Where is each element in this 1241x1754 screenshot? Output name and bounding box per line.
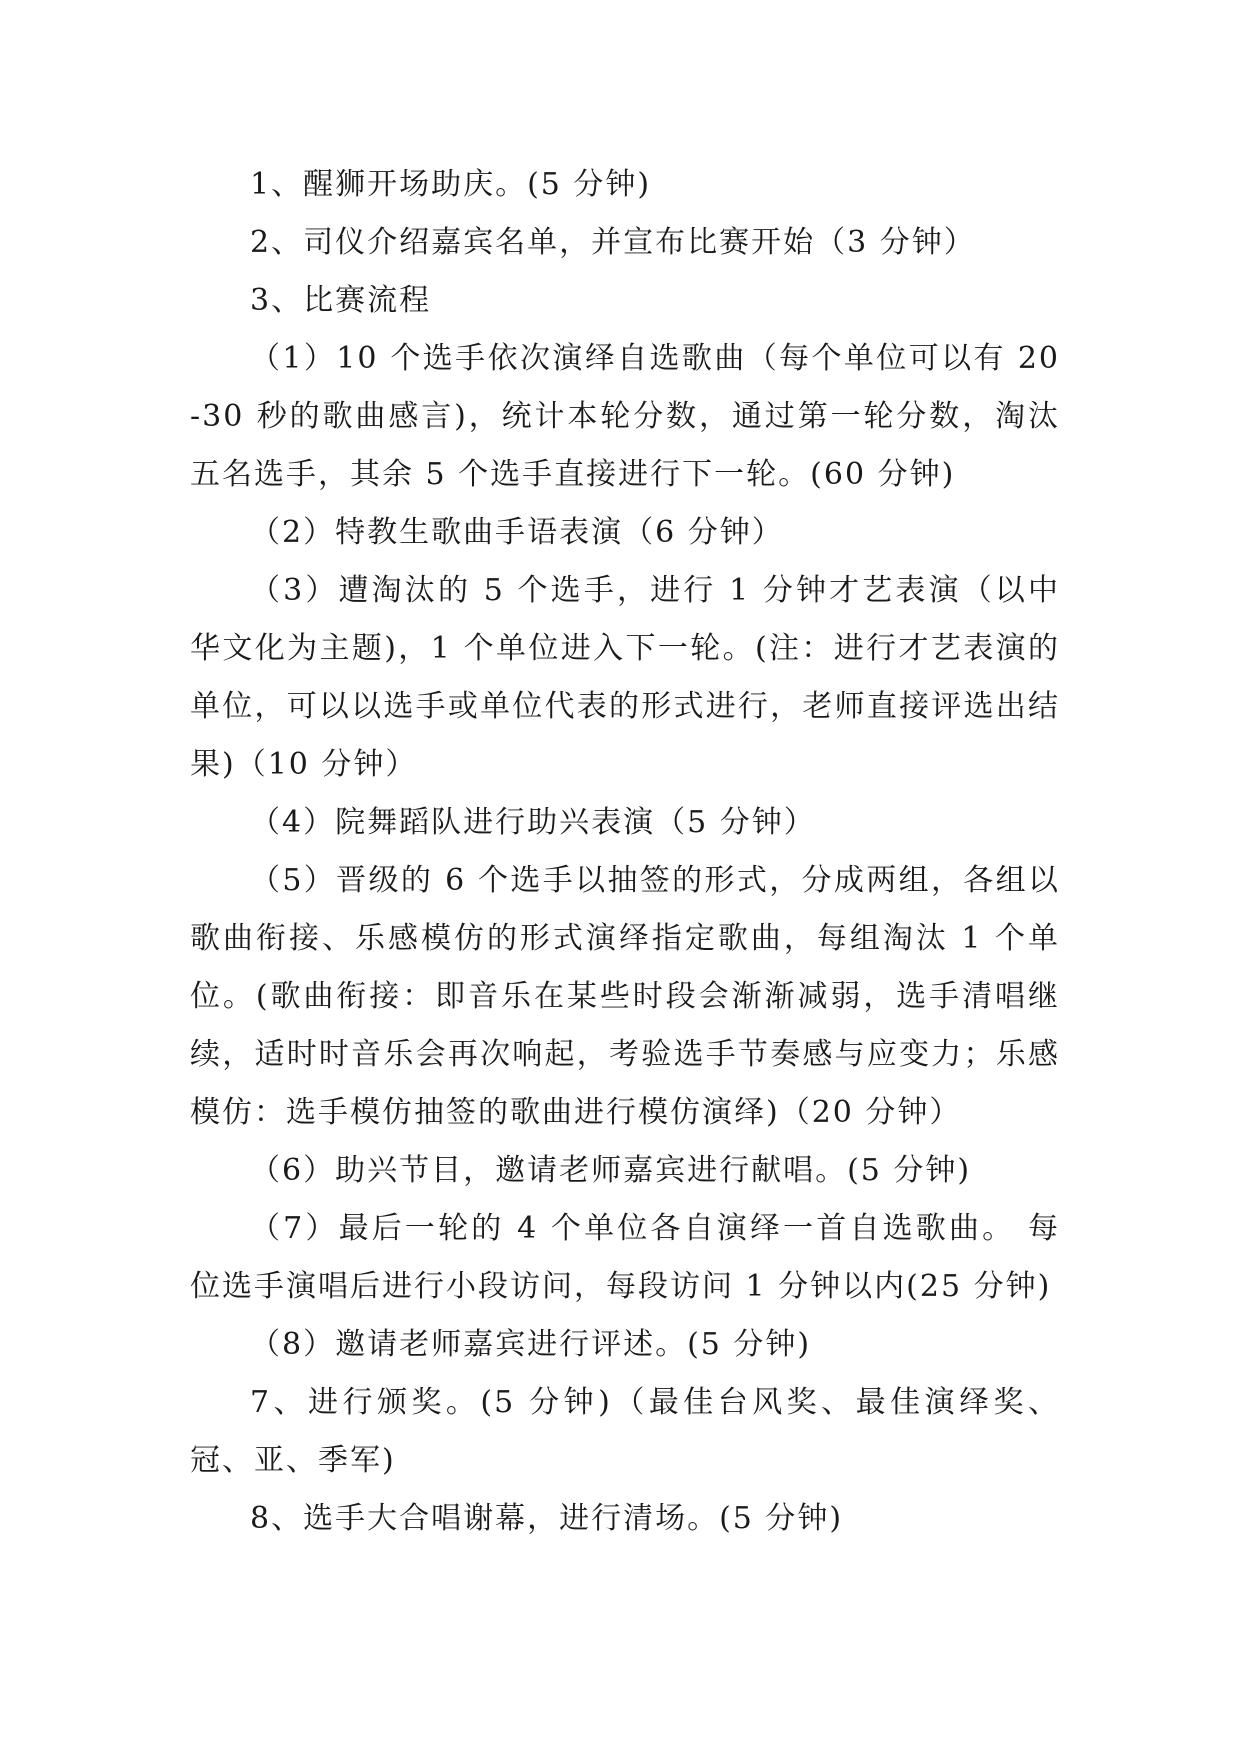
paragraph-item-3-1: （1）10 个选手依次演绎自选歌曲（每个单位可以有 20-30 秒的歌曲感言)，统计本轮分数，通过第一轮分数，淘汰五名选手，其余 5 个选手直接进行下一轮。(60 分钟) bbox=[190, 341, 1060, 492]
paragraph-item-3-6: （6）助兴节目，邀请老师嘉宾进行献唱。(5 分钟) bbox=[250, 1153, 972, 1188]
paragraph-item-3-4: （4）院舞蹈队进行助兴表演（5 分钟） bbox=[250, 805, 816, 840]
document-body bbox=[190, 156, 1060, 1548]
paragraph-item-7: 7、进行颁奖。(5 分钟)（最佳台风奖、最佳演绎奖、冠、亚、季军) bbox=[190, 1385, 1060, 1478]
paragraph-item-3-8: （8）邀请老师嘉宾进行评述。(5 分钟) bbox=[250, 1327, 812, 1362]
paragraph-item-3-2: （2）特教生歌曲手语表演（6 分钟） bbox=[250, 515, 784, 550]
paragraph-item-3-5: （5）晋级的 6 个选手以抽签的形式，分成两组，各组以歌曲衔接、乐感模仿的形式演绎指定歌曲，每组淘汰 1 个单位。(歌曲衔接：即音乐在某些时段会渐渐减弱，选手清唱继续，适时时音乐会再次响起，考验选手节奏感与应变力；乐感模仿：选手模仿抽签的歌曲进行模仿演绎)（20 分钟） bbox=[190, 863, 1060, 1130]
paragraph-item-1: 1、醒狮开场助庆。(5 分钟) bbox=[250, 167, 652, 202]
paragraph-item-3: 3、比赛流程 bbox=[250, 283, 432, 318]
paragraph-item-3-3: （3）遭淘汰的 5 个选手，进行 1 分钟才艺表演（以中华文化为主题)，1 个单位进入下一轮。(注：进行才艺表演的单位，可以以选手或单位代表的形式进行，老师直接评选出结果)（10 分钟） bbox=[190, 573, 1060, 782]
paragraph-item-3-7: （7）最后一轮的 4 个单位各自演绎一首自选歌曲。 每位选手演唱后进行小段访问，每段访问 1 分钟以内(25 分钟) bbox=[190, 1211, 1060, 1304]
paragraph-item-8: 8、选手大合唱谢幕，进行清场。(5 分钟) bbox=[250, 1501, 844, 1536]
paragraph-item-2: 2、司仪介绍嘉宾名单，并宣布比赛开始（3 分钟） bbox=[250, 225, 976, 260]
